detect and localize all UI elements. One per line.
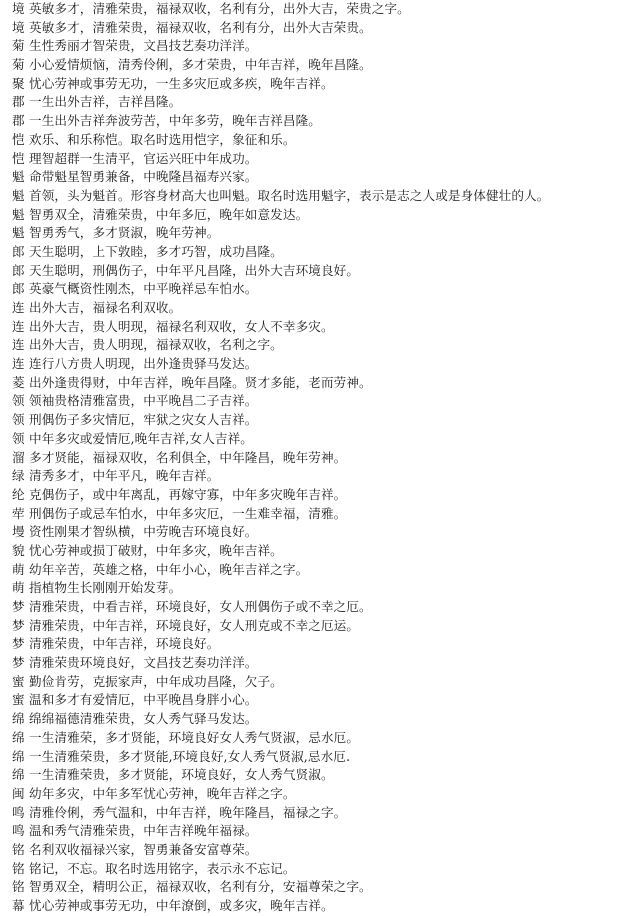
list-item xyxy=(12,206,612,225)
entry-description: 命带魁星智勇兼备，中晚隆昌福寿兴家。 xyxy=(29,169,258,185)
list-item xyxy=(12,150,612,169)
list-item xyxy=(12,168,612,187)
entry-description: 忧心劳神或事劳无功，一生多灾厄或多疾，晚年吉祥。 xyxy=(29,75,334,91)
entry-character: 貌 xyxy=(12,542,25,558)
list-item xyxy=(12,224,612,243)
list-item xyxy=(12,617,612,636)
entry-character: 铭 xyxy=(12,879,25,895)
list-item xyxy=(12,542,612,561)
list-item xyxy=(12,318,612,337)
entry-character: 荦 xyxy=(12,505,25,521)
entry-description: 英敏多才，清雅荣贵，福禄双收，名利有分，出外大吉荣贵。 xyxy=(29,19,372,35)
entry-description: 连行八方贵人明现，出外逢贵驿马发达。 xyxy=(29,356,258,372)
entry-character: 绵 xyxy=(12,711,25,727)
entry-character: 溜 xyxy=(12,449,25,465)
entry-description: 出外大吉，福禄名利双收。 xyxy=(29,300,182,315)
entry-description: 一生清雅荣贵，多才贤能，环境良好，女人秀气贤淑。 xyxy=(29,767,334,783)
entry-description: 生性秀丽才智荣贵，文昌技艺奏功洋洋。 xyxy=(29,38,258,54)
entry-character: 恺 xyxy=(12,150,25,166)
entry-character: 绿 xyxy=(12,468,25,484)
list-item xyxy=(12,785,612,804)
entry-description: 指植物生长刚刚开始发芽。 xyxy=(29,580,182,596)
entry-description: 一生清雅荣贵，多才贤能,环境良好,女人秀气贤淑,忌水厄. xyxy=(29,748,351,764)
list-item xyxy=(12,336,612,355)
entry-description: 资性刚果才智纵横，中劳晚吉环境良好。 xyxy=(29,524,258,540)
entry-character: 郎 xyxy=(12,243,25,259)
list-item xyxy=(12,262,612,281)
entry-description: 一生出外吉祥，吉祥昌隆。 xyxy=(29,94,182,110)
entry-character: 鸣 xyxy=(12,804,25,820)
entry-character: 绵 xyxy=(12,729,25,745)
list-item xyxy=(12,392,612,411)
list-item xyxy=(12,505,612,524)
entry-description: 清雅荣贵，中年吉祥，环境良好，女人刑克或不幸之厄运。 xyxy=(29,617,360,633)
entry-description: 一生清雅荣，多才贤能，环境良好女人秀气贤淑，忌水厄。 xyxy=(29,729,360,745)
entry-character: 铭 xyxy=(12,841,25,857)
entry-description: 智勇双全，清雅荣贵，中年多厄，晚年如意发达。 xyxy=(29,206,309,222)
entry-description: 天生聪明，上下敦睦，多才巧智，成功昌隆。 xyxy=(29,243,283,259)
entry-character: 魁 xyxy=(12,225,25,241)
list-item xyxy=(12,374,612,393)
entry-description: 克偶伤子，或中年离乱，再嫁守寡，中年多灾晚年吉祥。 xyxy=(29,486,347,502)
entry-character: 绵 xyxy=(12,767,25,783)
entry-character: 连 xyxy=(12,356,25,372)
entry-character: 连 xyxy=(12,318,25,334)
entry-description: 清雅荣贵，中年吉祥，环境良好。 xyxy=(29,636,220,652)
list-item xyxy=(12,430,612,449)
list-item xyxy=(12,187,612,206)
entry-character: 郡 xyxy=(12,113,25,129)
entry-character: 魁 xyxy=(12,187,25,203)
entry-character: 领 xyxy=(12,430,25,446)
entry-description: 温和多才有爱情厄，中平晚昌身胖小心。 xyxy=(29,692,258,708)
entry-character: 闽 xyxy=(12,785,25,801)
list-item xyxy=(12,93,612,112)
entry-description: 铭记，不忘。取名时选用铭字，表示永不忘记。 xyxy=(29,860,296,876)
list-item xyxy=(12,598,612,617)
entry-description: 领袖贵格清雅富贵，中平晚昌二子吉祥。 xyxy=(29,393,258,409)
entry-description: 欢乐、和乐称恺。取名时选用恺字，象征和乐。 xyxy=(29,131,296,147)
list-item xyxy=(12,486,612,505)
entry-character: 绵 xyxy=(12,748,25,764)
entry-description: 天生聪明，刑偶伤子，中年平凡昌隆，出外大吉环境良好。 xyxy=(29,262,360,278)
list-item xyxy=(12,523,612,542)
list-item xyxy=(12,860,612,879)
entry-description: 名利双收福禄兴家，智勇兼备安富尊荣。 xyxy=(29,841,258,857)
list-item xyxy=(12,729,612,748)
list-item xyxy=(12,673,612,692)
entry-description: 一生出外吉祥奔波劳苦，中年多劳，晚年吉祥昌隆。 xyxy=(29,113,321,129)
entry-description: 理智超群一生清平，官运兴旺中年成功。 xyxy=(29,150,258,166)
list-item xyxy=(12,0,612,19)
entry-character: 郎 xyxy=(12,262,25,278)
list-item xyxy=(12,355,612,374)
entry-character: 幕 xyxy=(12,898,25,913)
entry-character: 聚 xyxy=(12,75,25,91)
entry-character: 魁 xyxy=(12,206,25,222)
list-item xyxy=(12,243,612,262)
list-item xyxy=(12,131,612,150)
entry-description: 清雅荣贵，中看吉祥，环境良好，女人刑偶伤子或不幸之厄。 xyxy=(29,599,372,614)
entry-character: 梦 xyxy=(12,617,25,633)
entry-description: 绵绵福德清雅荣贵，女人秀气驿马发达。 xyxy=(29,711,258,727)
entry-description: 首领，头为魁首。形容身材高大也叫魁。取名时选用魁字，表示是志之人或是身体健壮的人。 xyxy=(29,187,550,203)
entry-character: 连 xyxy=(12,300,25,315)
entry-description: 忧心劳神或损丁破财，中年多灾，晚年吉祥。 xyxy=(29,542,283,558)
list-item xyxy=(12,579,612,598)
entry-description: 忧心劳神或事劳无功，中年潦倒，或多灾，晚年吉祥。 xyxy=(29,898,334,913)
entry-character: 萌 xyxy=(12,580,25,596)
entry-character: 境 xyxy=(12,19,25,35)
entry-description: 幼年多灾，中年多军忧心劳神，晚年吉祥之字。 xyxy=(29,785,296,801)
entry-character: 领 xyxy=(12,412,25,428)
entry-character: 郎 xyxy=(12,281,25,297)
list-item xyxy=(12,411,612,430)
entry-description: 清雅荣贵环境良好，文昌技艺奏功洋洋。 xyxy=(29,655,258,671)
entry-character: 境 xyxy=(12,1,25,16)
entry-character: 鸣 xyxy=(12,823,25,839)
entry-character: 菊 xyxy=(12,38,25,54)
list-item xyxy=(12,449,612,468)
list-item xyxy=(12,635,612,654)
list-item xyxy=(12,467,612,486)
entry-character: 纶 xyxy=(12,486,25,502)
entry-description: 出外大吉，贵人明现，福禄名利双收，女人不幸多灾。 xyxy=(29,318,334,334)
entry-description: 出外逢贵得财，中年吉祥，晚年昌隆。贤才多能，老而劳神。 xyxy=(29,374,372,390)
list-item xyxy=(12,804,612,823)
list-item xyxy=(12,822,612,841)
list-item xyxy=(12,691,612,710)
list-item xyxy=(12,561,612,580)
entry-character: 铭 xyxy=(12,860,25,876)
entry-character: 蜜 xyxy=(12,673,25,689)
list-item xyxy=(12,878,612,897)
entry-description: 中年多灾或爱情厄,晚年吉祥,女人吉祥。 xyxy=(29,430,253,446)
entry-description: 智勇秀气，多才贤淑，晚年劳神。 xyxy=(29,225,220,241)
entry-description: 温和秀气清雅荣贵，中年吉祥晚年福禄。 xyxy=(29,823,258,839)
list-item xyxy=(12,56,612,75)
entry-description: 英豪气概资性刚杰，中平晚祥忌车怕水。 xyxy=(29,281,258,297)
list-item xyxy=(12,112,612,131)
entry-description: 刑偶伤子多灾情厄，牢狱之灾女人吉祥。 xyxy=(29,412,258,428)
dictionary-list xyxy=(12,0,612,916)
list-item xyxy=(12,841,612,860)
entry-character: 菱 xyxy=(12,374,25,390)
entry-description: 勤俭肯劳，克振家声，中年成功昌隆，欠子。 xyxy=(29,673,283,689)
entry-description: 多才贤能，福禄双收，名利俱全，中年隆昌，晚年劳神。 xyxy=(29,449,347,465)
entry-character: 墁 xyxy=(12,524,25,540)
entry-description: 清秀多才，中年平凡，晚年吉祥。 xyxy=(29,468,220,484)
entry-character: 萌 xyxy=(12,561,25,577)
entry-character: 梦 xyxy=(12,599,25,614)
list-item xyxy=(12,748,612,767)
list-item xyxy=(12,19,612,38)
entry-character: 梦 xyxy=(12,655,25,671)
entry-character: 蜜 xyxy=(12,692,25,708)
entry-description: 小心爱情烦恼，清秀伶俐，多才荣贵，中年吉祥，晚年昌隆。 xyxy=(29,57,372,73)
entry-description: 刑偶伤子或忌车怕水，中年多灾厄，一生难幸福，清雅。 xyxy=(29,505,347,521)
list-item xyxy=(12,710,612,729)
entry-description: 智勇双全，精明公正，福禄双收，名利有分，安福尊荣之字。 xyxy=(29,879,372,895)
entry-character: 恺 xyxy=(12,131,25,147)
entry-character: 领 xyxy=(12,393,25,409)
entry-character: 菊 xyxy=(12,57,25,73)
list-item xyxy=(12,75,612,94)
list-item xyxy=(12,37,612,56)
entry-character: 梦 xyxy=(12,636,25,652)
entry-description: 出外大吉，贵人明现，福禄双收，名利之字。 xyxy=(29,337,283,353)
entry-description: 英敏多才，清雅荣贵，福禄双收，名利有分，出外大吉，荣贵之字。 xyxy=(29,1,410,16)
list-item xyxy=(12,654,612,673)
entry-description: 清雅伶俐，秀气温和，中年吉祥，晚年隆昌，福禄之字。 xyxy=(29,804,347,820)
list-item xyxy=(12,897,612,916)
entry-character: 魁 xyxy=(12,169,25,185)
list-item xyxy=(12,280,612,299)
entry-character: 郡 xyxy=(12,94,25,110)
list-item xyxy=(12,766,612,785)
entry-character: 连 xyxy=(12,337,25,353)
list-item xyxy=(12,299,612,318)
entry-description: 幼年辛苦，英雄之格，中年小心，晚年吉祥之字。 xyxy=(29,561,309,577)
